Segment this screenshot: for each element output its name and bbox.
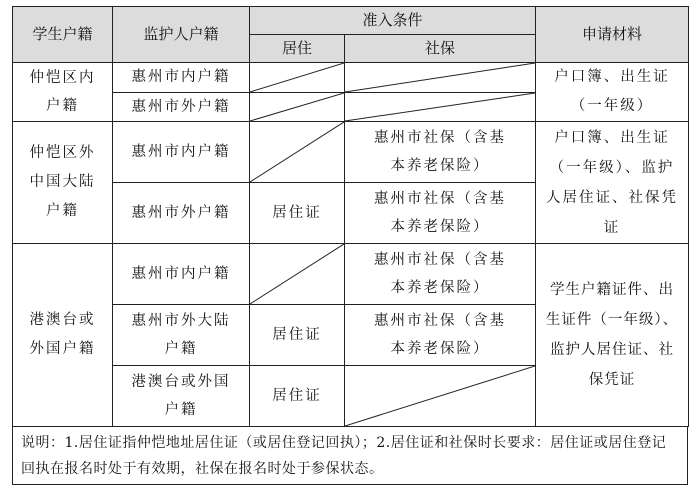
header-social-security: 社保 <box>345 35 536 63</box>
admission-table <box>12 6 689 427</box>
social-empty-cell <box>345 366 536 427</box>
guardian-household: 惠州市内户籍 <box>113 63 250 93</box>
guardian-household: 港澳台或外国户籍 <box>113 366 250 427</box>
residence-empty-cell <box>250 63 345 93</box>
admission-table-container <box>12 6 688 490</box>
header-student-household: 学生户籍 <box>13 7 113 63</box>
residence-requirement: 居住证 <box>250 366 345 427</box>
guardian-household: 惠州市外户籍 <box>113 93 250 122</box>
guardian-household: 惠州市外大陆户籍 <box>113 305 250 366</box>
header-materials: 申请材料 <box>536 7 689 63</box>
social-security-requirement: 惠州市社保（含基本养老保险） <box>345 305 536 366</box>
social-empty-cell <box>345 93 536 122</box>
header-residence: 居住 <box>250 35 345 63</box>
residence-requirement: 居住证 <box>250 183 345 244</box>
guardian-household: 惠州市内户籍 <box>113 122 250 183</box>
materials-group-3: 学生户籍证件、出生证件（一年级）、监护人居住证、社保凭证 <box>536 244 689 427</box>
materials-group-2: 户口簿、出生证（一年级）、监护人居住证、社保凭证 <box>536 122 689 244</box>
social-empty-cell <box>345 63 536 93</box>
materials-group-1: 户口簿、出生证（一年级） <box>536 63 689 122</box>
residence-requirement: 居住证 <box>250 305 345 366</box>
social-security-requirement: 惠州市社保（含基本养老保险） <box>345 183 536 244</box>
guardian-household: 惠州市外户籍 <box>113 183 250 244</box>
residence-empty-cell <box>250 93 345 122</box>
student-household-group-1: 仲恺区内户籍 <box>13 63 113 122</box>
student-household-group-3: 港澳台或外国户籍 <box>13 244 113 427</box>
header-admission-conditions: 准入条件 <box>250 7 536 35</box>
residence-empty-cell <box>250 122 345 183</box>
table-note: 说明：1.居住证指仲恺地址居住证（或居住登记回执）；2.居住证和社保时长要求：居住证或居住登记回执在报名时处于有效期，社保在报名时处于参保状态。 <box>12 427 688 485</box>
header-guardian-household: 监护人户籍 <box>113 7 250 63</box>
social-security-requirement: 惠州市社保（含基本养老保险） <box>345 122 536 183</box>
social-security-requirement: 惠州市社保（含基本养老保险） <box>345 244 536 305</box>
guardian-household: 惠州市内户籍 <box>113 244 250 305</box>
residence-empty-cell <box>250 244 345 305</box>
student-household-group-2: 仲恺区外中国大陆户籍 <box>13 122 113 244</box>
